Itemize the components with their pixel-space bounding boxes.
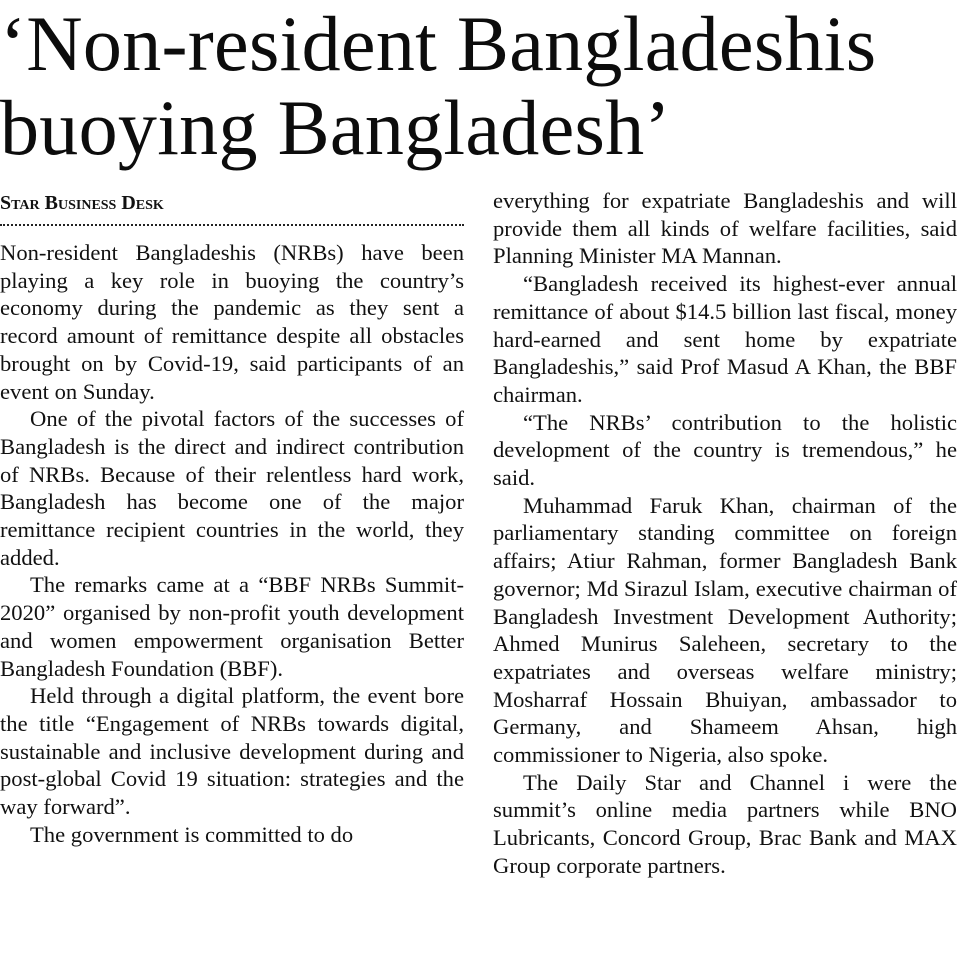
byline: Star Business Desk xyxy=(0,190,464,226)
paragraph: Held through a digital platform, the event bore the title “Engagement of NRBs towards digital, sustainable and inclusive development during and post-global Covid 19 situation: strategies and the way forward”. xyxy=(0,683,464,820)
paragraph: The remarks came at a “BBF NRBs Summit-2020” organised by non-profit youth development and women empowerment organisation Better Bangladesh Foundation (BBF). xyxy=(0,572,464,681)
paragraph: “The NRBs’ contribution to the holistic development of the country is tremendous,” he said. xyxy=(493,409,957,491)
paragraph: One of the pivotal factors of the successes of Bangladesh is the direct and indirect contribution of NRBs. Because of their relentless hard work, Bangladesh has become one of the major remittance recipient countries in the world, they added. xyxy=(0,406,464,570)
paragraph: Muhammad Faruk Khan, chairman of the parliamentary standing committee on foreign affairs; Atiur Rahman, former Bangladesh Bank governor; Md Sirazul Islam, executive chairman of Bangladesh Investment Development Authority; Ahmed Munirus Saleheen, secretary to the expatriates and overseas welfare ministry; Mosharraf Hossain Bhuiyan, ambassador to Germany, and Shameem Ahsan, high commissioner to Nigeria, also spoke. xyxy=(493,492,957,768)
article-column-2 xyxy=(493,187,957,880)
paragraph: everything for expatriate Bangladeshis and will provide them all kinds of welfare facilities, said Planning Minister MA Mannan. xyxy=(493,188,957,269)
article-column-1 xyxy=(0,239,464,848)
paragraph: The Daily Star and Channel i were the summit’s online media partners while BNO Lubricants, Concord Group, Brac Bank and MAX Group corporate partners. xyxy=(493,769,957,878)
paragraph: “Bangladesh received its highest-ever annual remittance of about $14.5 billion last fiscal, money hard-earned and sent home by expatriate Bangladeshis,” said Prof Masud A Khan, the BBF chairman. xyxy=(493,271,957,407)
paragraph: Non-resident Bangladeshis (NRBs) have been playing a key role in buoying the country’s economy during the pandemic as they sent a record amount of remittance despite all obstacles brought on by Covid-19, said participants of an event on Sunday. xyxy=(0,240,464,404)
headline: ‘Non-resident Bangladeshis buoying Bangladesh’ xyxy=(0,0,877,171)
paragraph: The government is committed to do xyxy=(30,821,354,847)
